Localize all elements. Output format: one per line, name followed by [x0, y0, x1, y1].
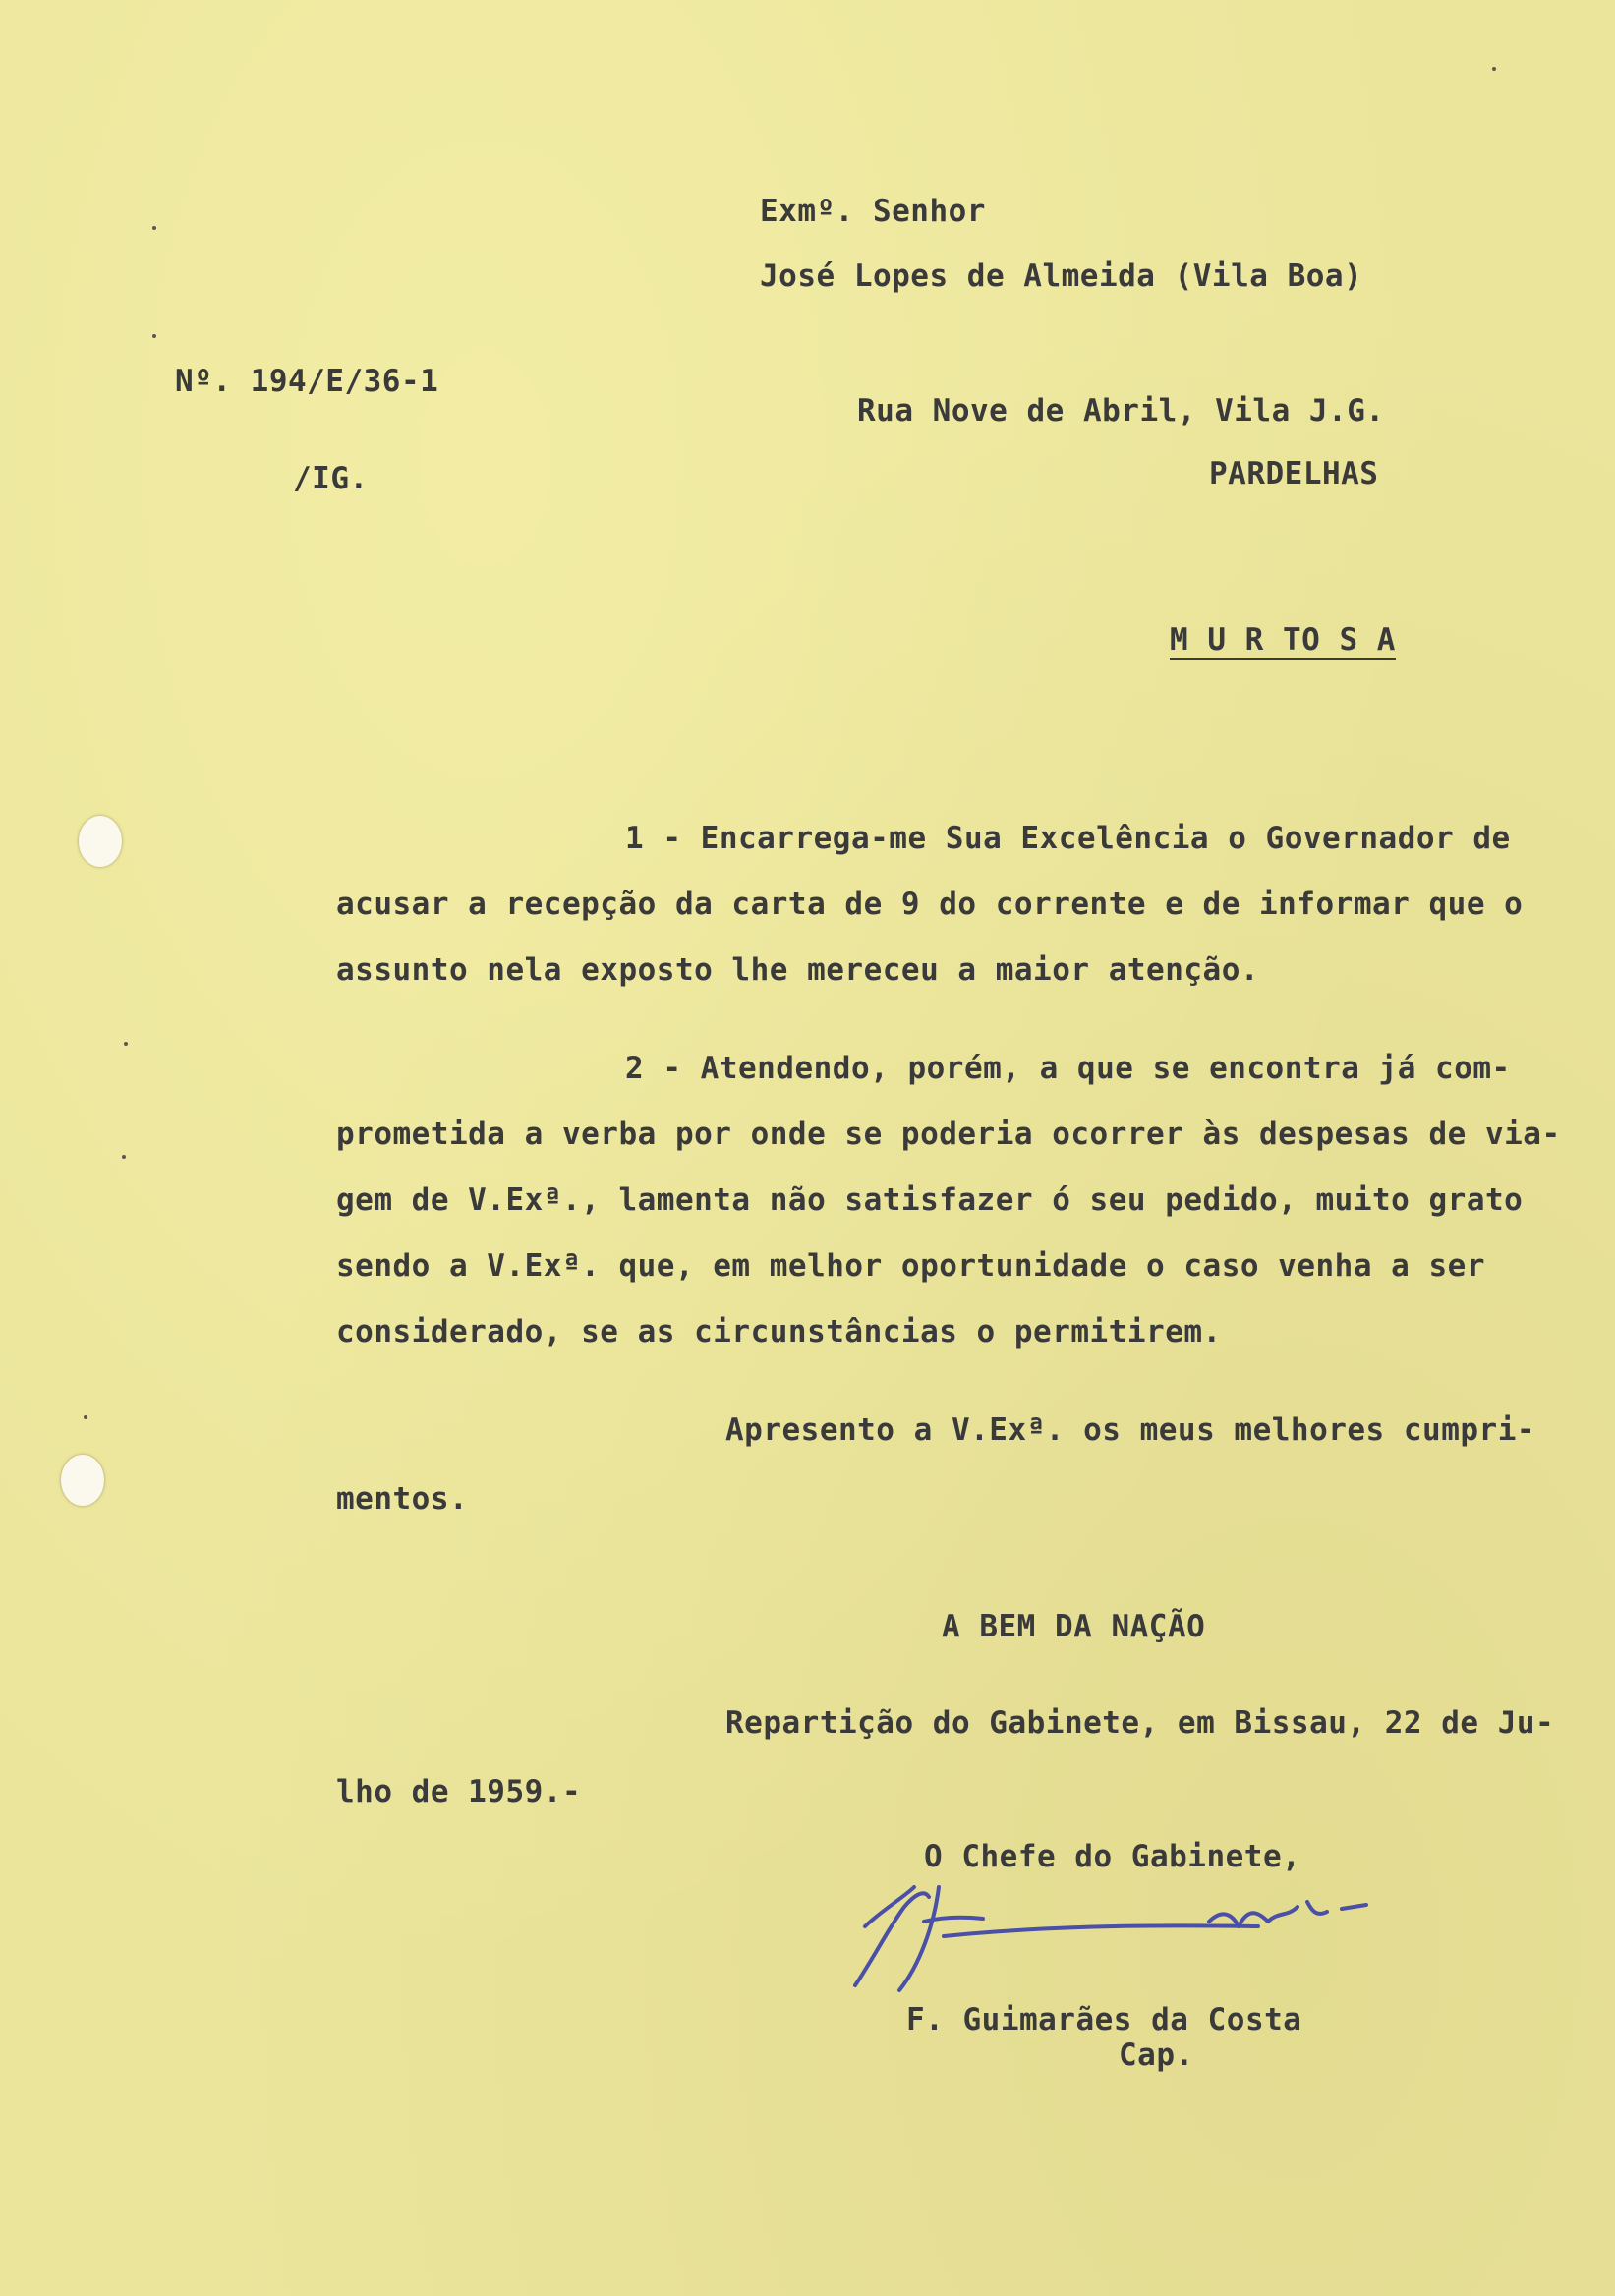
- signer-role: O Chefe do Gabinete,: [924, 1839, 1301, 1874]
- speck: [124, 1042, 128, 1046]
- signatory-rank: Cap.: [1119, 2038, 1194, 2073]
- motto: A BEM DA NAÇÃO: [942, 1609, 1206, 1644]
- punch-hole-top: [79, 816, 122, 867]
- reference-initials: /IG.: [293, 461, 369, 496]
- place-date-line: lho de 1959.-: [336, 1774, 582, 1809]
- body-line: considerado, se as circunstâncias o permitirem.: [336, 1314, 1222, 1349]
- body-line: prometida a verba por onde se poderia ocorrer às despesas de via-: [336, 1117, 1561, 1152]
- addressee-locality: PARDELHAS: [1209, 456, 1379, 491]
- addressee-town: M U R TO S A: [1170, 622, 1396, 658]
- reference-number: Nº. 194/E/36-1: [175, 364, 439, 399]
- body-line: sendo a V.Exª. que, em melhor oportunidade o caso venha a ser: [336, 1248, 1485, 1284]
- body-line: 2 - Atendendo, porém, a que se encontra já com-: [625, 1051, 1511, 1086]
- speck: [152, 226, 156, 230]
- addressee-salutation: Exmº. Senhor: [760, 194, 986, 229]
- place-date-line: Repartição do Gabinete, em Bissau, 22 de Ju-: [725, 1705, 1555, 1741]
- speck: [122, 1155, 126, 1159]
- body-line: gem de V.Exª., lamenta não satisfazer ó seu pedido, muito grato: [336, 1182, 1524, 1218]
- closing-line: mentos.: [336, 1481, 469, 1517]
- body-line: acusar a recepção da carta de 9 do corrente e de informar que o: [336, 887, 1524, 922]
- handwritten-signature: [845, 1867, 1396, 1995]
- body-line: assunto nela exposto lhe mereceu a maior atenção.: [336, 952, 1260, 988]
- punch-hole-bottom: [61, 1455, 104, 1506]
- speck: [84, 1415, 87, 1419]
- closing-line: Apresento a V.Exª. os meus melhores cumpri-: [725, 1412, 1536, 1448]
- addressee-name: José Lopes de Almeida (Vila Boa): [760, 258, 1363, 294]
- speck: [1492, 67, 1496, 71]
- body-line: 1 - Encarrega-me Sua Excelência o Governador de: [625, 821, 1511, 856]
- speck: [152, 334, 156, 338]
- addressee-street: Rua Nove de Abril, Vila J.G.: [857, 393, 1385, 429]
- signatory-name: F. Guimarães da Costa: [906, 2002, 1302, 2038]
